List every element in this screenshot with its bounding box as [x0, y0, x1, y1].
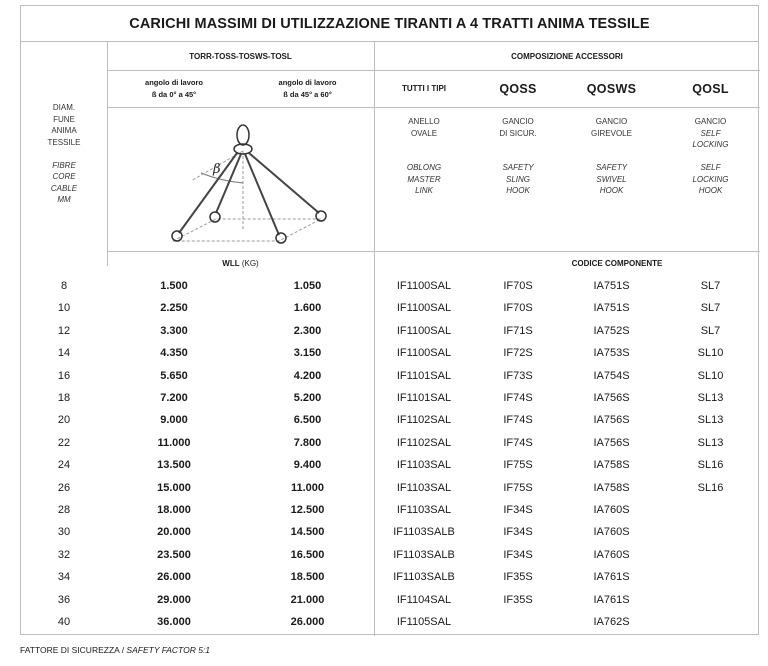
cell-q1: IF34S [503, 504, 533, 516]
cell-q1: IF73S [503, 369, 533, 382]
cell-w1: 26.000 [157, 571, 191, 584]
cell-q3: SL7 [700, 324, 721, 337]
cell-q3 [661, 589, 760, 611]
cell-q1: IF72S [503, 347, 533, 360]
header-text: CORE [52, 172, 76, 181]
cell-w2: 18.500 [290, 571, 325, 584]
cell-q1: IF35S [503, 593, 533, 606]
desc-text: HOOK [599, 186, 624, 195]
cell-w2: 21.000 [290, 593, 325, 606]
cell-q3 [661, 611, 760, 633]
header-text: FUNE [53, 114, 75, 124]
desc-text: SWIVEL [596, 174, 627, 184]
cell-d: 34 [57, 571, 71, 584]
cell-q3: SL10 [697, 369, 724, 382]
cell-w2: 9.400 [293, 459, 322, 472]
cell-t: IF1103SAL [396, 459, 452, 472]
cell-q3: SL16 [697, 481, 724, 494]
cell-t: IF1102SAL [396, 414, 452, 427]
cell-q2: IA756S [593, 414, 630, 427]
table-title: CARICHI MASSIMI DI UTILIZZAZIONE TIRANTI A 4 TRATTI ANIMA TESSILE [21, 6, 758, 42]
cell-t: IF1103SALB [393, 571, 455, 584]
cell-t: IF1100SAL [396, 280, 452, 292]
cell-q1: IF34S [503, 526, 533, 539]
angle-text: angolo di lavoro [278, 78, 337, 87]
angle-text: ß da 45° a 60° [283, 89, 332, 99]
table-row [21, 320, 758, 342]
desc-qoss [474, 116, 562, 197]
desc-text: OVALE [410, 128, 438, 138]
divider [107, 107, 760, 108]
header-text: MM [57, 195, 71, 204]
cell-q1: IF75S [503, 481, 533, 494]
table-row [21, 454, 758, 476]
cell-t: IF1103SALB [393, 526, 455, 539]
cell-w2: 12.500 [290, 504, 325, 516]
cell-q3: SL16 [697, 459, 724, 472]
cell-w1: 20.000 [157, 526, 191, 539]
table-row [21, 275, 758, 297]
cell-q2: IA756S [593, 436, 630, 449]
cell-q2: IA754S [593, 369, 630, 382]
cell-w1: 23.500 [157, 548, 191, 561]
cell-q3: SL13 [697, 436, 724, 449]
desc-text: HOOK [698, 186, 723, 195]
desc-text: SAFETY [502, 163, 534, 172]
cell-q2: IA762S [593, 616, 630, 628]
cell-t: IF1103SAL [396, 481, 452, 494]
wll-label: WLL [222, 258, 240, 268]
diameter-header [21, 102, 107, 216]
cell-d: 30 [57, 526, 71, 539]
cell-t: IF1100SAL [396, 347, 452, 360]
cell-q3: SL10 [697, 347, 724, 360]
header-text: FIBRE [52, 160, 76, 170]
cell-d: 36 [57, 593, 71, 606]
cell-w2: 1.050 [293, 280, 322, 292]
cell-q1: IF34S [503, 548, 533, 561]
accessories-header: COMPOSIZIONE ACCESSORI [511, 51, 623, 61]
header-text: DIAM. [52, 103, 76, 112]
desc-text: LOCKING [692, 174, 729, 184]
cell-d: 12 [57, 324, 71, 337]
footer-text: SAFETY FACTOR 5:1 [126, 645, 211, 655]
angle-text: ß da 0° a 45° [151, 89, 197, 99]
table-row [21, 432, 758, 454]
cell-q2: IA753S [593, 347, 630, 360]
desc-text: SLING [505, 174, 530, 184]
cell-q2: IA758S [593, 459, 630, 472]
sling-group-header: TORR-TOSS-TOSWS-TOSL [189, 51, 292, 61]
four-leg-sling-diagram [161, 111, 331, 251]
cell-w1: 2.250 [160, 302, 188, 315]
cell-q2: IA758S [593, 481, 630, 494]
desc-text: GANCIO [694, 117, 727, 126]
cell-q1: IF74S [503, 436, 533, 449]
type-qosl: QOSL [692, 81, 729, 96]
cell-w2: 5.200 [293, 392, 322, 404]
header-text: CABLE [50, 183, 78, 193]
cell-q3 [661, 566, 760, 588]
cell-w2: 1.600 [293, 302, 322, 315]
wll-header [107, 253, 374, 273]
cell-w1: 1.500 [160, 280, 188, 292]
desc-text: ANELLO [408, 117, 440, 126]
cell-q3: SL7 [700, 302, 721, 315]
cell-q1: IF70S [503, 302, 533, 315]
cell-t: IF1103SALB [393, 548, 455, 561]
angle-header-1 [107, 70, 241, 107]
cell-q1: IF35S [503, 571, 533, 584]
desc-text: MASTER [407, 174, 441, 184]
cell-q3 [661, 499, 760, 521]
cell-q2: IA751S [593, 302, 630, 315]
cell-d: 10 [57, 302, 71, 315]
cell-q1 [474, 611, 562, 633]
type-qoss: QOSS [499, 81, 537, 96]
desc-text: GIREVOLE [591, 128, 632, 138]
cell-w1: 18.000 [157, 504, 191, 516]
beta-label: β [213, 162, 221, 177]
cell-w1: 29.000 [157, 593, 191, 606]
cell-d: 40 [57, 616, 71, 628]
cell-q2: IA760S [593, 504, 630, 516]
cell-w1: 36.000 [157, 616, 191, 628]
wll-unit: (KG) [241, 258, 259, 268]
table-row [21, 589, 758, 611]
header-text: ANIMA [51, 126, 77, 135]
codice-header: CODICE COMPONENTE [571, 258, 663, 268]
cell-w2: 2.300 [293, 324, 322, 337]
cell-t: IF1100SAL [396, 302, 452, 315]
cell-q2: IA752S [593, 324, 630, 337]
type-all: TUTTI I TIPI [402, 84, 446, 93]
desc-text: SELF [700, 128, 721, 138]
cell-d: 14 [57, 347, 71, 360]
desc-text: GANCIO [595, 117, 628, 126]
cell-q1: IF71S [503, 324, 533, 337]
cell-q2: IA756S [593, 392, 630, 404]
cell-w2: 14.500 [290, 526, 325, 539]
cell-t: IF1105SAL [396, 616, 452, 628]
cell-w2: 7.800 [293, 436, 322, 449]
table-row [21, 297, 758, 319]
cell-d: 16 [57, 369, 71, 382]
cell-w1: 13.500 [157, 459, 191, 472]
cell-w2: 16.500 [290, 548, 325, 561]
table-row [21, 566, 758, 588]
cell-t: IF1103SAL [396, 504, 452, 516]
cell-t: IF1101SAL [396, 392, 452, 404]
cell-w1: 15.000 [157, 481, 191, 494]
cell-q2: IA760S [593, 548, 630, 561]
cell-w2: 3.150 [293, 347, 322, 360]
desc-text: SELF [700, 163, 721, 172]
cell-q2: IA761S [593, 593, 630, 606]
safety-factor-note [20, 645, 210, 655]
table-row [21, 611, 758, 633]
cell-q1: IF70S [503, 280, 533, 292]
cell-w2: 11.000 [290, 481, 325, 494]
cell-q2: IA760S [593, 526, 630, 539]
cell-t: IF1102SAL [396, 436, 452, 449]
cell-q3: SL13 [697, 414, 724, 427]
desc-qosws [562, 116, 661, 197]
header-text: TESSILE [47, 137, 81, 147]
cell-t: IF1100SAL [396, 324, 452, 337]
cell-q3 [661, 544, 760, 566]
cell-d: 24 [57, 459, 71, 472]
desc-all [374, 116, 474, 197]
cell-d: 8 [60, 280, 68, 292]
cell-w2: 6.500 [293, 414, 322, 427]
desc-qosl [661, 116, 760, 197]
table-row [21, 387, 758, 409]
cell-w1: 5.650 [160, 369, 188, 382]
desc-text: DI SICUR. [499, 128, 537, 138]
type-qosws: QOSWS [586, 81, 637, 96]
desc-text: LINK [415, 186, 433, 195]
cell-q1: IF74S [503, 392, 533, 404]
angle-header-2 [241, 70, 374, 107]
cell-t: IF1104SAL [396, 593, 452, 606]
cell-q1: IF74S [503, 414, 533, 427]
cell-w2: 26.000 [290, 616, 325, 628]
load-table [20, 5, 759, 635]
desc-text: SAFETY [595, 163, 628, 172]
cell-w1: 7.200 [160, 392, 188, 404]
table-row [21, 499, 758, 521]
cell-q3: SL13 [697, 392, 724, 404]
cell-d: 26 [57, 481, 71, 494]
divider [107, 251, 760, 252]
cell-d: 22 [57, 436, 71, 449]
cell-w1: 11.000 [157, 436, 191, 449]
footer-text: FATTORE DI SICUREZZA / [20, 645, 127, 655]
cell-w1: 9.000 [160, 414, 188, 427]
cell-w1: 3.300 [160, 324, 188, 337]
cell-t: IF1101SAL [396, 369, 452, 382]
cell-q1: IF75S [503, 459, 533, 472]
table-row [21, 544, 758, 566]
cell-q2: IA751S [593, 280, 630, 292]
cell-q3: SL7 [700, 280, 721, 292]
cell-w1: 4.350 [160, 347, 188, 360]
cell-d: 20 [57, 414, 71, 427]
desc-text: OBLONG [406, 163, 442, 172]
table-row [21, 409, 758, 431]
table-row [21, 365, 758, 387]
angle-text: angolo di lavoro [145, 78, 203, 87]
table-row [21, 342, 758, 364]
cell-q2: IA761S [593, 571, 630, 584]
cell-d: 32 [57, 548, 71, 561]
cell-q3 [661, 521, 760, 543]
cell-d: 18 [57, 392, 71, 404]
desc-text: LOCKING [692, 140, 729, 149]
desc-text: GANCIO [502, 117, 534, 126]
cell-d: 28 [57, 504, 71, 516]
table-row [21, 477, 758, 499]
cell-w2: 4.200 [293, 369, 322, 382]
table-row [21, 521, 758, 543]
desc-text: HOOK [506, 186, 530, 195]
